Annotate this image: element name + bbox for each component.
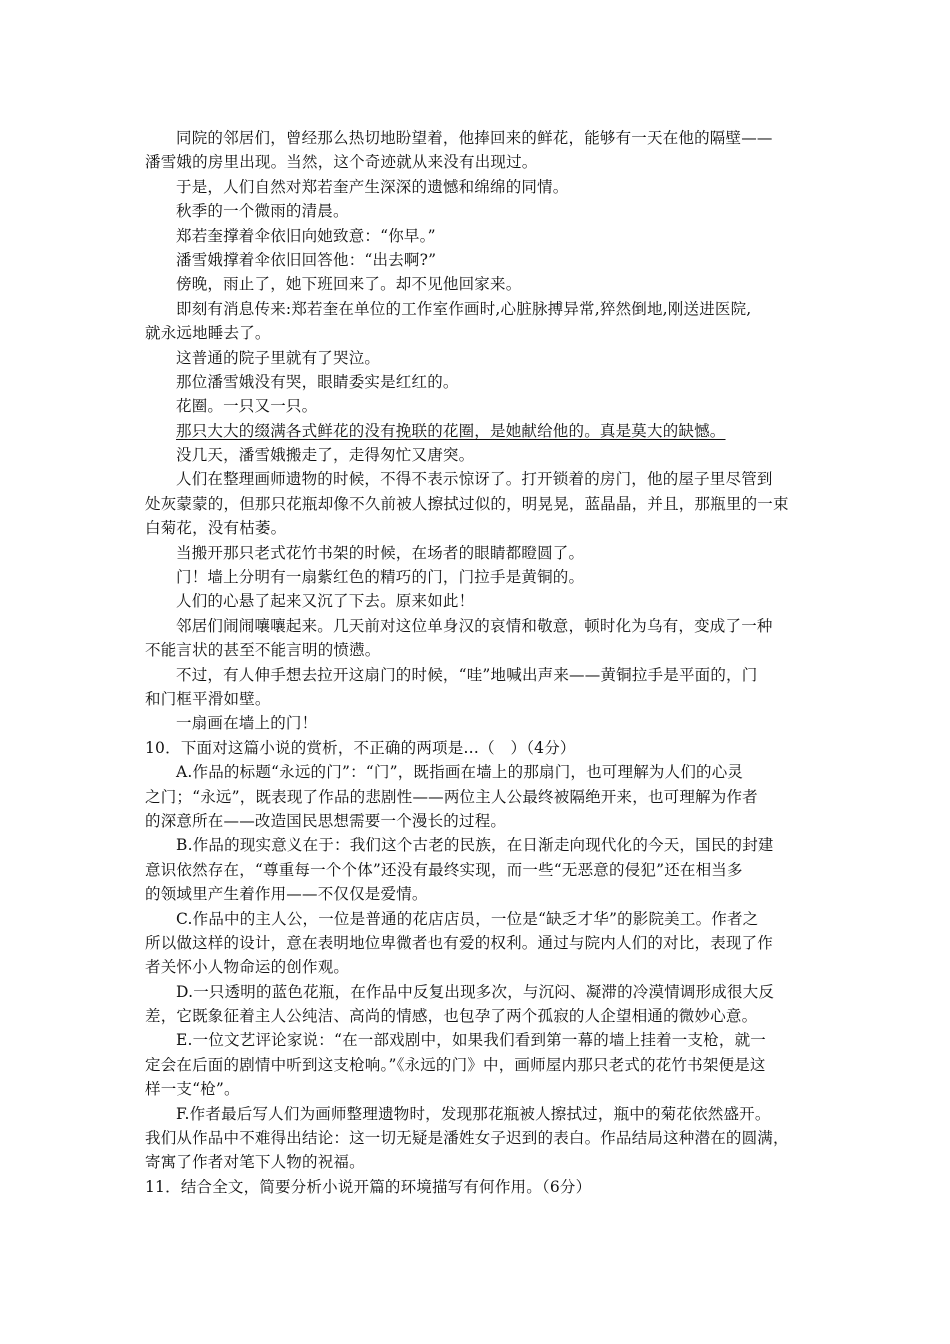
- text-line: [145, 980, 825, 1004]
- text-line-content: 那位潘雪娥没有哭，眼睛委实是红红的。: [176, 372, 459, 391]
- text-line: [145, 1077, 825, 1101]
- text-line: [145, 272, 825, 296]
- text-line: [145, 760, 825, 784]
- text-line-content: 没几天，潘雪娥搬走了，走得匆忙又唐突。: [176, 446, 475, 465]
- text-line: [145, 907, 825, 931]
- text-line: [145, 614, 825, 638]
- text-line-content: 10．下面对这篇小说的赏析，不正确的两项是…（ ）（4分）: [145, 738, 576, 757]
- text-line: [145, 248, 825, 272]
- text-line: [145, 467, 825, 491]
- text-line: [145, 492, 825, 516]
- text-line: [145, 1102, 825, 1126]
- text-line: [145, 443, 825, 467]
- text-line-content: 于是，人们自然对郑若奎产生深深的遗憾和绵绵的同情。: [176, 177, 569, 196]
- text-line: [145, 224, 825, 248]
- text-line-content: 人们的心悬了起来又沉了下去。原来如此！: [176, 592, 475, 611]
- text-line-content: 潘雪娥的房里出现。当然，这个奇迹就从来没有出现过。: [145, 153, 538, 172]
- text-line: [145, 199, 825, 223]
- document-page: [145, 126, 825, 1199]
- text-line-content: 寄寓了作者对笔下人物的祝福。: [145, 1153, 365, 1172]
- text-line: [145, 663, 825, 687]
- text-line: [145, 687, 825, 711]
- text-line-content: 的领域里产生着作用——不仅仅是爱情。: [145, 885, 428, 904]
- text-line: [145, 736, 825, 760]
- text-line: [145, 858, 825, 882]
- text-line: [145, 1028, 825, 1052]
- text-line-content: 花圈。一只又一只。: [176, 397, 318, 416]
- text-line-content: 当搬开那只老式花竹书架的时候，在场者的眼睛都瞪圆了。: [176, 543, 585, 562]
- text-line-content: 不能言状的甚至不能言明的愤懑。: [145, 641, 381, 660]
- text-line-content: F.作者最后写人们为画师整理遗物时，发现那花瓶被人擦拭过，瓶中的菊花依然盛开。: [176, 1104, 771, 1123]
- text-line-content: 就永远地睡去了。: [145, 324, 271, 343]
- text-line: [145, 126, 825, 150]
- text-line: [145, 589, 825, 613]
- text-line-content: 即刻有消息传来:郑若奎在单位的工作室作画时,心脏脉搏异常,猝然倒地,刚送进医院,: [176, 299, 752, 318]
- text-line: [145, 1004, 825, 1028]
- text-line-content: 样一支“枪”。: [145, 1080, 240, 1099]
- text-line: [145, 1126, 825, 1150]
- text-line-content: 人们在整理画师遗物的时候，不得不表示惊讶了。打开锁着的房门，他的屋子里尽管到: [176, 470, 773, 489]
- text-line: [145, 321, 825, 345]
- text-line: [145, 346, 825, 370]
- text-line-content: 意识依然存在，“尊重每一个个体”还没有最终实现，而一些“无恶意的侵犯”还在相当多: [145, 860, 743, 879]
- text-line: [145, 1175, 825, 1199]
- text-line: [145, 833, 825, 857]
- text-line-content: 同院的邻居们，曾经那么热切地盼望着，他捧回来的鲜花，能够有一天在他的隔壁——: [176, 129, 773, 147]
- text-line-content: 郑若奎撑着伞依旧向她致意：“你早。”: [176, 226, 436, 245]
- text-line-content: 秋季的一个微雨的清晨。: [176, 202, 349, 221]
- text-line: [145, 809, 825, 833]
- text-line-content: 之门；“永远”，既表现了作品的悲剧性——两位主人公最终被隔绝开来，也可理解为作者: [145, 787, 758, 806]
- text-line-content: 不过，有人伸手想去拉开这扇门的时候，“哇”地喊出声来——黄铜拉手是平面的，门: [176, 665, 758, 684]
- text-line-content: D.一只透明的蓝色花瓶，在作品中反复出现多次，与沉闷、凝滞的冷漠情调形成很大反: [176, 982, 775, 1001]
- text-line-content: 我们从作品中不难得出结论：这一切无疑是潘姓女子迟到的表白。作品结局这种潜在的圆满，: [145, 1129, 789, 1148]
- text-line: [145, 541, 825, 565]
- text-line-content: 这普通的院子里就有了哭泣。: [176, 348, 381, 367]
- text-line: [145, 1150, 825, 1174]
- text-line: [145, 565, 825, 589]
- text-line: [145, 711, 825, 735]
- text-line-content: 门！墙上分明有一扇紫红色的精巧的门，门拉手是黄铜的。: [176, 568, 585, 587]
- text-line-content: 处灰蒙蒙的，但那只花瓶却像不久前被人擦拭过似的，明晃晃，蓝晶晶，并且，那瓶里的一束: [145, 494, 789, 513]
- text-line-content: 白菊花，没有枯萎。: [145, 519, 287, 538]
- text-line: [145, 394, 825, 418]
- text-line-content: 潘雪娥撑着伞依旧回答他：“出去啊?”: [176, 250, 437, 269]
- text-line: [145, 419, 825, 443]
- text-line-content: 定会在后面的剧情中听到这支枪响。”《永远的门》中，画师屋内那只老式的花竹书架便是这: [145, 1055, 766, 1074]
- text-line: [145, 370, 825, 394]
- text-line-content: 者关怀小人物命运的创作观。: [145, 958, 350, 977]
- text-line: [145, 955, 825, 979]
- text-line-content: C.作品中的主人公，一位是普通的花店店员，一位是“缺乏才华”的影院美工。作者之: [176, 909, 759, 928]
- text-line: [145, 785, 825, 809]
- text-line: [145, 931, 825, 955]
- text-line: [145, 516, 825, 540]
- text-line-content: 邻居们闹闹嚷嚷起来。几天前对这位单身汉的哀情和敬意，顿时化为乌有，变成了一种: [176, 616, 773, 635]
- text-line: [145, 297, 825, 321]
- underlined-sentence: 那只大大的缀满各式鲜花的没有挽联的花圈，是她献给他的。真是莫大的缺憾。: [176, 421, 726, 440]
- text-line-content: E.一位文艺评论家说：“在一部戏剧中，如果我们看到第一幕的墙上挂着一支枪，就一: [176, 1031, 766, 1050]
- text-line-content: 所以做这样的设计，意在表明地位卑微者也有爱的权利。通过与院内人们的对比，表现了作: [145, 933, 774, 952]
- text-line: [145, 150, 825, 174]
- text-line-content: 11．结合全文，简要分析小说开篇的环境描写有何作用。（6分）: [145, 1177, 592, 1196]
- text-line-content: 一扇画在墙上的门！: [176, 714, 318, 733]
- text-line-content: 的深意所在——改造国民思想需要一个漫长的过程。: [145, 811, 507, 830]
- text-line-content: B.作品的现实意义在于：我们这个古老的民族，在日渐走向现代化的今天，国民的封建: [176, 836, 774, 855]
- text-line-content: A.作品的标题“永远的门”：“门”，既指画在墙上的那扇门，也可理解为人们的心灵: [176, 763, 744, 782]
- text-line-content: 和门框平滑如壁。: [145, 689, 271, 708]
- text-line: [145, 638, 825, 662]
- text-line-content: 傍晚，雨止了，她下班回来了。却不见他回家来。: [176, 275, 522, 294]
- text-line: [145, 175, 825, 199]
- text-line-content: 差，它既象征着主人公纯洁、高尚的情感，也包孕了两个孤寂的人企望相通的微妙心意。: [145, 1007, 758, 1026]
- text-line: [145, 882, 825, 906]
- text-line: [145, 1053, 825, 1077]
